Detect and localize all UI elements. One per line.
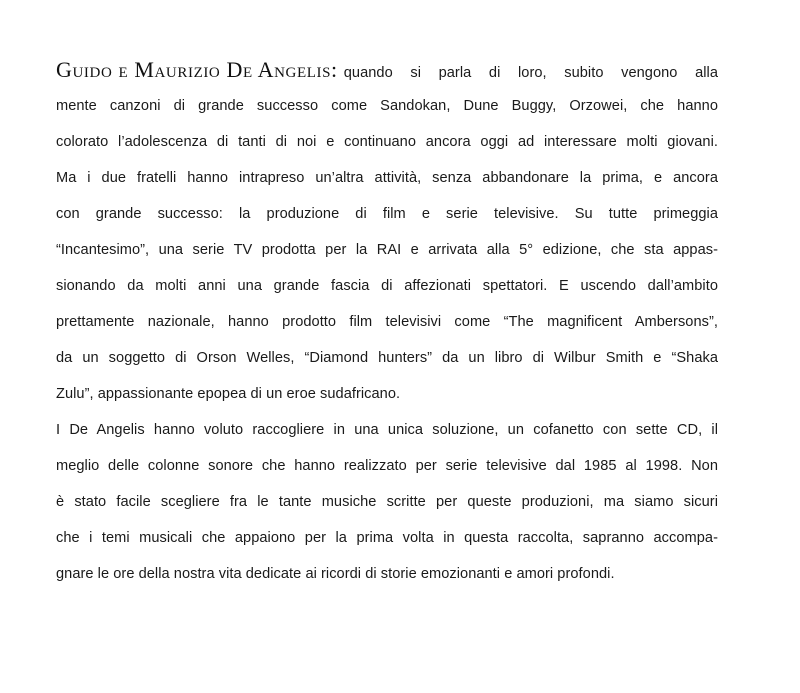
lead-names: Guido e Maurizio De Angelis:	[56, 57, 338, 82]
text-line-6: “Incantesimo”, una serie TV prodotta per la RAI e arrivata alla 5° edizione, che sta appas-	[56, 242, 718, 258]
text-line-14: che i temi musicali che appaiono per la prima volta in questa raccolta, sapranno accompa-	[56, 530, 718, 546]
text-line-10: Zulu”, appassionante epopea di un eroe sudafricano.	[56, 386, 401, 402]
text-line-11: I De Angelis hanno voluto raccogliere in una unica soluzione, un cofanetto con sette CD, il	[56, 422, 718, 438]
text-line-2: mente canzoni di grande successo come Sandokan, Dune Buggy, Orzowei, che hanno	[56, 98, 718, 114]
line-continuation: quando si parla di loro, subito vengono alla	[343, 65, 718, 81]
text-line-8: prettamente nazionale, hanno prodotto film televisivi come “The magnificent Ambersons”,	[56, 314, 718, 330]
body-text	[56, 52, 718, 592]
text-line-15: gnare le ore della nostra vita dedicate ai ricordi di storie emozionanti e amori profondi.	[56, 566, 615, 582]
text-line-7: sionando da molti anni una grande fascia di affezionati spettatori. E uscendo dall’ambito	[56, 278, 718, 294]
text-line-9: da un soggetto di Orson Welles, “Diamond hunters” da un libro di Wilbur Smith e “Shaka	[56, 350, 718, 366]
text-line-12: meglio delle colonne sonore che hanno realizzato per serie televisive dal 1985 al 1998. Non	[56, 458, 718, 474]
text-line-1	[56, 52, 718, 88]
text-line-5: con grande successo: la produzione di film e serie televisive. Su tutte primeggia	[56, 206, 718, 222]
text-line-13: è stato facile scegliere fra le tante musiche scritte per queste produzioni, ma siamo sicuri	[56, 494, 718, 510]
text-line-4: Ma i due fratelli hanno intrapreso un’altra attività, senza abbandonare la prima, e ancora	[56, 170, 718, 186]
text-line-3: colorato l’adolescenza di tanti di noi e continuano ancora oggi ad interessare molti giovani.	[56, 134, 718, 150]
